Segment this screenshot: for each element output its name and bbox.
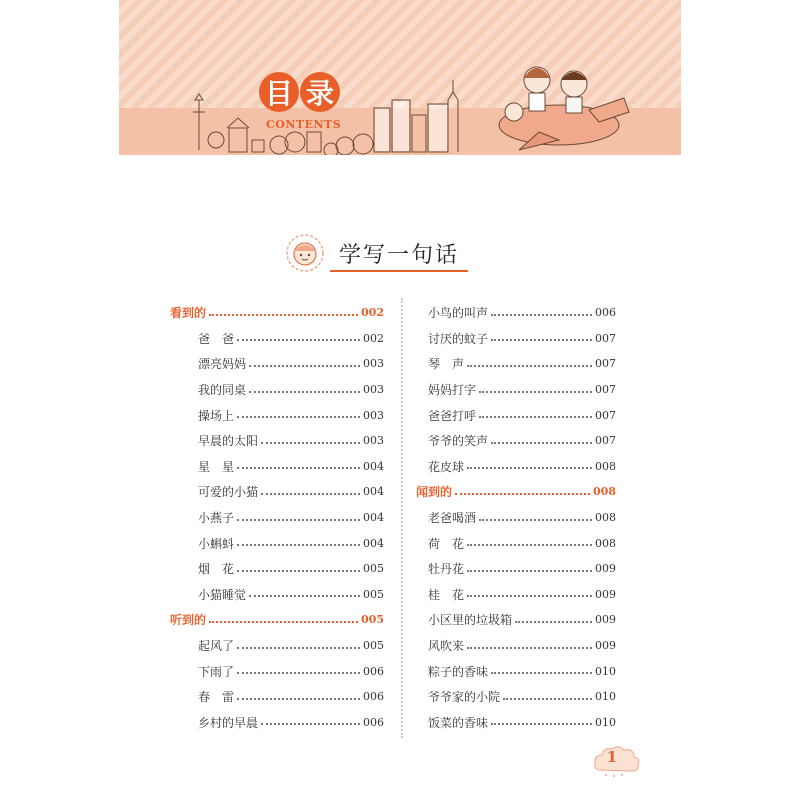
toc-entry-label: 起风了	[198, 639, 235, 654]
toc-entry-row[interactable]	[416, 530, 616, 556]
toc-right-column	[416, 300, 616, 735]
toc-page-number: 004	[363, 485, 384, 499]
toc-entry-row[interactable]	[170, 428, 384, 454]
child-face-icon	[285, 233, 325, 273]
toc-title-char: 目	[259, 72, 299, 112]
dot-leader	[237, 544, 360, 546]
toc-entry-label: 星 星	[198, 459, 235, 474]
toc-entry-row[interactable]	[416, 326, 616, 352]
toc-entry-row[interactable]	[170, 556, 384, 582]
toc-entry-row[interactable]	[170, 710, 384, 736]
toc-title	[259, 72, 341, 112]
toc-page-number: 008	[595, 459, 616, 473]
toc-entry-row[interactable]	[170, 479, 384, 505]
toc-entry-row[interactable]	[416, 556, 616, 582]
toc-entry-label: 妈妈打字	[428, 383, 477, 398]
toc-entry-row[interactable]	[416, 300, 616, 326]
toc-entry-label: 琴 声	[428, 357, 465, 372]
toc-entry-row[interactable]	[170, 530, 384, 556]
toc-page-number: 010	[595, 664, 616, 678]
dot-leader	[467, 595, 592, 597]
toc-page-number: 002	[361, 306, 384, 320]
toc-section-row[interactable]	[416, 479, 616, 505]
toc-section-label: 闻到的	[416, 485, 453, 500]
toc-page-number: 007	[595, 434, 616, 448]
toc-entry-row[interactable]	[416, 658, 616, 684]
toc-section-label: 看到的	[170, 306, 207, 321]
dot-leader	[261, 723, 360, 725]
toc-entry-label: 我的同桌	[198, 383, 247, 398]
toc-page-number: 009	[595, 562, 616, 576]
dot-leader	[209, 621, 358, 623]
toc-page-number: 005	[363, 562, 384, 576]
toc-entry-row[interactable]	[416, 607, 616, 633]
page-number: 1	[606, 748, 618, 766]
toc-entry-label: 爷爷的笑声	[428, 434, 489, 449]
toc-entry-row[interactable]	[170, 402, 384, 428]
toc-page-number: 002	[363, 331, 384, 345]
toc-page-number: 009	[595, 613, 616, 627]
toc-page-number: 010	[595, 715, 616, 729]
dot-leader	[209, 314, 358, 316]
dot-leader	[237, 467, 360, 469]
toc-entry-row[interactable]	[416, 633, 616, 659]
toc-entry-row[interactable]	[416, 402, 616, 428]
toc-entry-label: 小蝌蚪	[198, 536, 235, 551]
dot-leader	[479, 416, 592, 418]
section-heading	[285, 233, 459, 273]
toc-entry-label: 小燕子	[198, 511, 235, 526]
dot-leader	[515, 621, 592, 623]
toc-entry-label: 爷爷家的小院	[428, 690, 501, 705]
toc-subtitle: CONTENTS	[266, 118, 342, 131]
dot-leader	[237, 647, 360, 649]
toc-page-number: 003	[363, 434, 384, 448]
toc-entry-label: 早晨的太阳	[198, 434, 259, 449]
dot-leader	[237, 416, 360, 418]
dot-leader	[237, 339, 360, 341]
toc-entry-row[interactable]	[170, 377, 384, 403]
toc-entry-label: 小猫睡觉	[198, 587, 247, 602]
toc-entry-label: 漂亮妈妈	[198, 357, 247, 372]
toc-entry-row[interactable]	[170, 326, 384, 352]
toc-page-number: 004	[363, 511, 384, 525]
toc-page-number: 008	[595, 511, 616, 525]
toc-entry-row[interactable]	[170, 505, 384, 531]
dot-leader	[479, 519, 592, 521]
toc-entry-label: 饭菜的香味	[428, 715, 489, 730]
toc-entry-label: 小区里的垃圾箱	[428, 613, 513, 628]
dot-leader	[237, 672, 360, 674]
toc-entry-label: 爸爸打呼	[428, 408, 477, 423]
dot-leader	[467, 365, 592, 367]
toc-entry-row[interactable]	[170, 633, 384, 659]
toc-page-number: 004	[363, 536, 384, 550]
toc-page-number: 007	[595, 383, 616, 397]
dot-leader	[261, 493, 360, 495]
toc-entry-label: 荷 花	[428, 536, 465, 551]
toc-page-number: 009	[595, 587, 616, 601]
toc-entry-row[interactable]	[416, 505, 616, 531]
toc-entry-label: 粽子的香味	[428, 664, 489, 679]
dot-leader	[261, 442, 360, 444]
toc-entry-label: 可爱的小猫	[198, 485, 259, 500]
toc-entry-label: 风吹来	[428, 639, 465, 654]
toc-entry-label: 讨厌的蚊子	[428, 331, 489, 346]
toc-entry-row[interactable]	[170, 351, 384, 377]
dot-leader	[467, 544, 592, 546]
toc-page-number: 003	[363, 383, 384, 397]
toc-entry-row[interactable]	[170, 684, 384, 710]
toc-page-number: 009	[595, 639, 616, 653]
dot-leader	[237, 570, 360, 572]
dot-leader	[249, 391, 360, 393]
toc-page-number: 003	[363, 357, 384, 371]
column-divider	[401, 298, 403, 738]
toc-entry-row[interactable]	[170, 658, 384, 684]
toc-page-number: 008	[593, 485, 616, 499]
dot-leader	[467, 570, 592, 572]
toc-page-number: 006	[363, 664, 384, 678]
toc-entry-label: 乡村的早晨	[198, 715, 259, 730]
toc-entry-label: 春 雷	[198, 690, 235, 705]
toc-title-char: 录	[300, 72, 340, 112]
dot-leader	[503, 698, 592, 700]
toc-page-number: 006	[595, 306, 616, 320]
dot-leader	[479, 391, 592, 393]
dot-leader	[237, 519, 360, 521]
toc-entry-label: 牡丹花	[428, 562, 465, 577]
toc-section-label: 听到的	[170, 613, 207, 628]
toc-entry-row[interactable]	[416, 710, 616, 736]
toc-page-number: 005	[361, 613, 384, 627]
dot-leader	[455, 493, 590, 495]
toc-entry-row[interactable]	[416, 377, 616, 403]
toc-entry-label: 小鸟的叫声	[428, 306, 489, 321]
toc-page-number: 008	[595, 536, 616, 550]
toc-page-number: 006	[363, 690, 384, 704]
kids-riding-plane-illustration	[499, 67, 629, 150]
toc-entry-label: 桂 花	[428, 587, 465, 602]
toc-entry-label: 烟 花	[198, 562, 235, 577]
dot-leader	[491, 314, 592, 316]
dot-leader	[249, 595, 360, 597]
toc-page-number: 007	[595, 408, 616, 422]
toc-page-number: 007	[595, 331, 616, 345]
toc-page-number: 005	[363, 587, 384, 601]
city-skyline-illustration	[119, 0, 681, 155]
dot-leader	[249, 365, 360, 367]
toc-page-number: 003	[363, 408, 384, 422]
dot-leader	[467, 467, 592, 469]
toc-entry-row[interactable]	[170, 582, 384, 608]
toc-page-number: 006	[363, 715, 384, 729]
toc-entry-row[interactable]	[416, 428, 616, 454]
toc-left-column	[170, 300, 384, 735]
toc-page-number: 007	[595, 357, 616, 371]
dot-leader	[491, 442, 592, 444]
dot-leader	[467, 647, 592, 649]
toc-entry-label: 老爸喝酒	[428, 511, 477, 526]
dot-leader	[237, 698, 360, 700]
section-underline	[330, 270, 468, 272]
header-banner	[119, 0, 681, 155]
toc-entry-label: 下雨了	[198, 664, 235, 679]
toc-page-number: 005	[363, 639, 384, 653]
toc-entry-row[interactable]	[416, 454, 616, 480]
toc-entry-row[interactable]	[416, 582, 616, 608]
toc-entry-label: 花皮球	[428, 459, 465, 474]
toc-entry-row[interactable]	[416, 684, 616, 710]
dot-leader	[491, 672, 592, 674]
section-title: 学写一句话	[339, 242, 460, 268]
toc-page-number: 010	[595, 690, 616, 704]
page-number-badge	[592, 742, 644, 778]
toc-entry-row[interactable]	[170, 454, 384, 480]
toc-section-row[interactable]	[170, 300, 384, 326]
toc-entry-row[interactable]	[416, 351, 616, 377]
toc-section-row[interactable]	[170, 607, 384, 633]
toc-page-number: 004	[363, 459, 384, 473]
dot-leader	[491, 339, 592, 341]
dot-leader	[491, 723, 592, 725]
toc-entry-label: 操场上	[198, 408, 235, 423]
toc-entry-label: 爸 爸	[198, 331, 235, 346]
